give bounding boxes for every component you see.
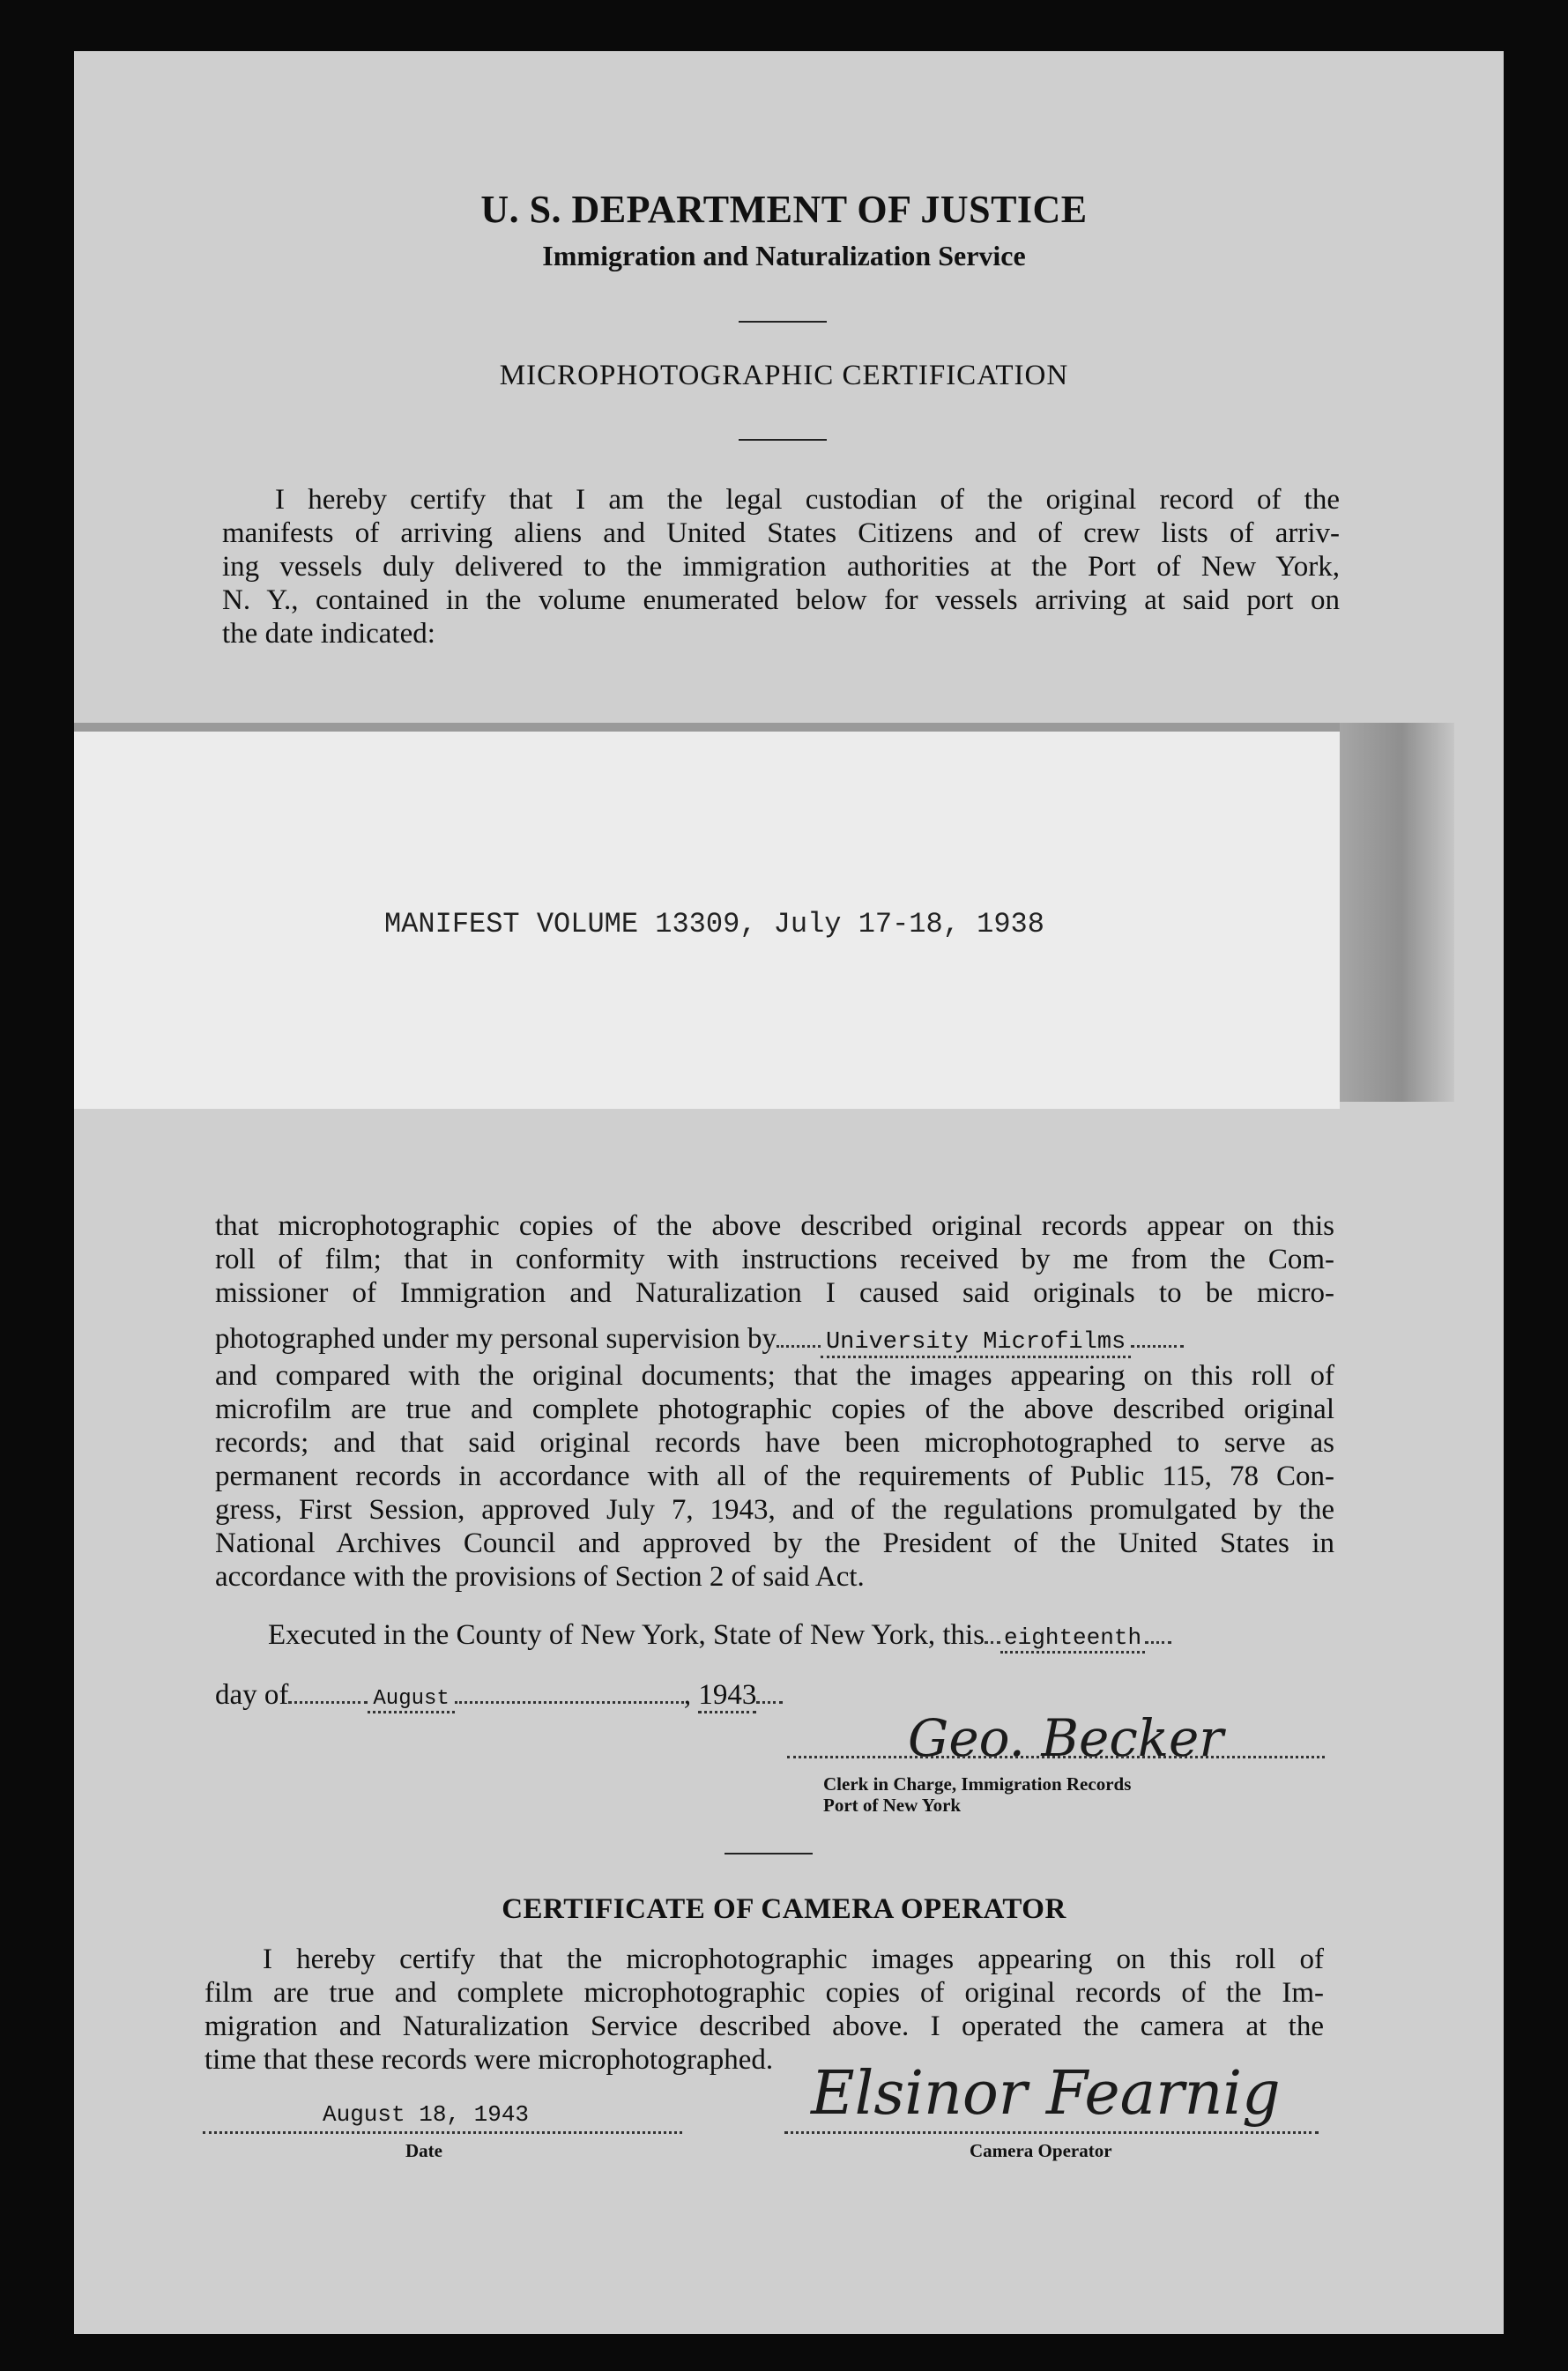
text-line: gress, First Session, approved July 7, 1943, and of the regulations promulgated by the bbox=[215, 1494, 1334, 1526]
clerk-title-line: Clerk in Charge, Immigration Records bbox=[823, 1773, 1132, 1795]
date-line bbox=[203, 2129, 682, 2134]
text-line: film are true and complete microphotographic copies of original records of the Im- bbox=[204, 1977, 1324, 2009]
text-line: accordance with the provisions of Section 2 of said Act. bbox=[215, 1561, 865, 1593]
operator-line bbox=[784, 2129, 1319, 2134]
executed-prefix: Executed in the County of New York, State of New York, this bbox=[268, 1619, 985, 1651]
clerk-signature bbox=[908, 1708, 1223, 1768]
text-line: that microphotographic copies of the above described original records appear on this bbox=[215, 1210, 1334, 1242]
operator-signature bbox=[811, 2059, 1281, 2129]
month-line: day of August , 1943 bbox=[215, 1678, 783, 1716]
clerk-title bbox=[823, 1773, 1131, 1816]
text-line: roll of film; that in conformity with instructions received by me from the Com- bbox=[215, 1244, 1334, 1275]
text-line: manifests of arriving aliens and United States Citizens and of crew lists of arriv- bbox=[222, 517, 1340, 549]
text-line: time that these records were microphotographed. bbox=[204, 2044, 774, 2076]
day-of-label: day of bbox=[215, 1679, 289, 1711]
intro-paragraph bbox=[222, 483, 1340, 650]
text-line: the date indicated: bbox=[222, 618, 435, 650]
body-paragraph bbox=[215, 1209, 1334, 1594]
operator-label: Camera Operator bbox=[970, 2140, 1112, 2161]
executed-day: eighteenth bbox=[1000, 1624, 1145, 1654]
text-line: ing vessels duly delivered to the immigration authorities at the Port of New York, bbox=[222, 551, 1340, 583]
text-line: permanent records in accordance with all of the requirements of Public 115, 78 Con- bbox=[215, 1461, 1334, 1492]
supervision-value: University Microfilms bbox=[821, 1329, 1131, 1358]
text-line: migration and Naturalization Service described above. I operated the camera at the bbox=[204, 2011, 1324, 2042]
supervision-line bbox=[215, 1322, 1334, 1359]
text-line: I hereby certify that the microphotographic images appearing on this roll of bbox=[263, 1944, 1324, 1975]
certification-title: MICROPHOTOGRAPHIC CERTIFICATION bbox=[499, 360, 1069, 391]
text-line: microfilm are true and complete photographic copies of the above described original bbox=[215, 1394, 1334, 1425]
executed-year: 1943 bbox=[698, 1679, 756, 1713]
service-subheading: Immigration and Naturalization Service bbox=[542, 240, 1026, 271]
department-heading: U. S. DEPARTMENT OF JUSTICE bbox=[480, 188, 1088, 231]
text-line: National Archives Council and approved by the President of the United States in bbox=[215, 1527, 1334, 1559]
manifest-volume-label: MANIFEST VOLUME 13309, July 17-18, 1938 bbox=[384, 908, 1044, 940]
divider bbox=[739, 439, 827, 441]
executed-line bbox=[268, 1618, 1171, 1654]
clerk-signature-text: Geo. Becker bbox=[908, 1708, 1224, 1768]
supervision-prefix: photographed under my personal supervision by bbox=[215, 1323, 777, 1355]
text-line: missioner of Immigration and Naturalization I caused said originals to be micro- bbox=[215, 1277, 1334, 1309]
camera-date-value: August 18, 1943 bbox=[323, 2101, 530, 2128]
camera-certificate-heading: CERTIFICATE OF CAMERA OPERATOR bbox=[502, 1893, 1066, 1925]
date-label: Date bbox=[405, 2140, 442, 2161]
divider bbox=[725, 1853, 813, 1854]
executed-month: August bbox=[368, 1687, 454, 1713]
text-line: and compared with the original documents; that the images appearing on this roll of bbox=[215, 1360, 1334, 1392]
clerk-title-line: Port of New York bbox=[823, 1795, 962, 1816]
clerk-signature-line bbox=[787, 1754, 1325, 1758]
divider bbox=[739, 321, 827, 323]
camera-paragraph bbox=[204, 1943, 1324, 2077]
text-line: records; and that said original records have been microphotographed to serve as bbox=[215, 1427, 1334, 1459]
text-line: N. Y., contained in the volume enumerated below for vessels arriving at said port on bbox=[222, 584, 1340, 616]
text-line: I hereby certify that I am the legal custodian of the original record of the bbox=[275, 484, 1340, 516]
operator-signature-text: Elsinor Fearnig bbox=[811, 2059, 1281, 2129]
